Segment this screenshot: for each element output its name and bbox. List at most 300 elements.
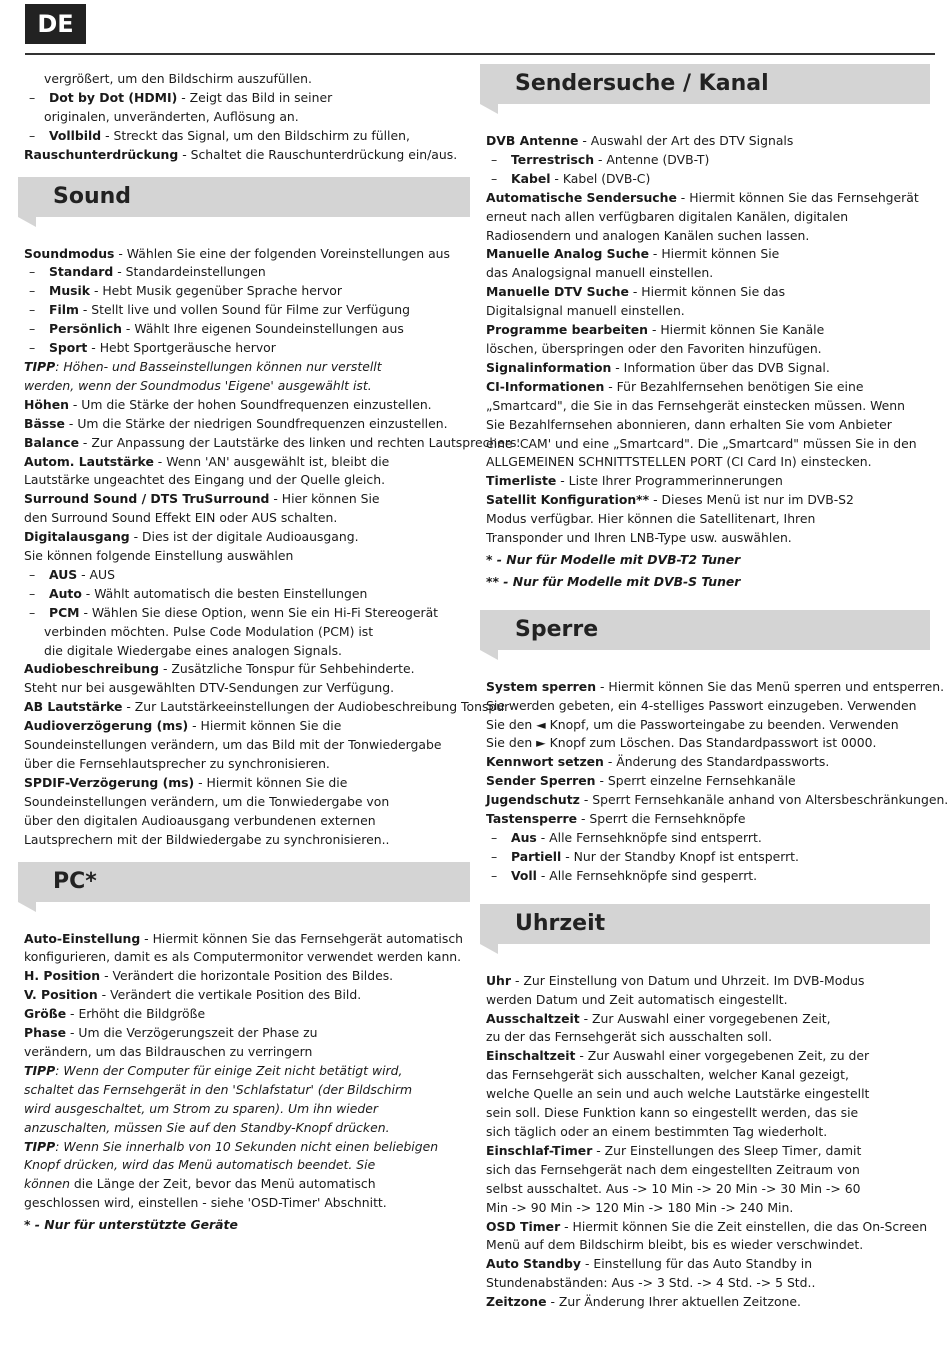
line-text: löschen, überspringen oder den Favoriten hinzufügen. [486,340,822,356]
text-line [24,1175,470,1194]
term-label: Timerliste [486,473,557,489]
term-label: Tastensperre [486,811,578,827]
text-line [486,491,930,510]
term-label: AUS [49,566,78,582]
line-text: - Wählen Sie eine der folgenden Voreinstellungen aus [114,245,450,261]
text-line [24,1119,470,1138]
text-line [486,1161,930,1180]
line-text: - Sperrt einzelne Fernsehkanäle [595,773,796,789]
emphasis-text: * - Nur für unterstützte Geräte [24,1217,238,1233]
line-text: - Dieses Menü ist nur im DVB-S2 [649,492,854,508]
text-line [24,1194,470,1213]
text-line [486,189,930,208]
text-line [486,753,930,772]
term-label: Ausschaltzeit [486,1010,580,1026]
text-line [486,472,930,491]
emphasis-text: können [24,1176,74,1192]
term-label: Satellit Konfiguration** [486,492,650,508]
emphasis-text: werden, wenn der Soundmodus 'Eigene' ausgewählt ist. [24,377,372,393]
term-label: Größe [24,1006,67,1022]
text-line [24,127,470,146]
emphasis-text: : Wenn Sie innerhalb von 10 Sekunden nicht einen beliebigen [55,1138,439,1154]
emphasis-text: Knopf drücken, wird das Menü automatisch beendet. Sie [24,1157,376,1173]
term-label: Partiell [511,848,562,864]
line-text: - Zeigt das Bild in seiner [177,89,333,105]
text-line [486,1274,930,1293]
pc-section-text [18,930,470,1236]
line-text: Transponder und Ihren LNB-Type usw. auswählen. [486,530,792,546]
section-title-uhrzeit: Uhrzeit [515,910,606,936]
text-line [24,566,470,585]
text-line [486,1104,930,1123]
line-text: die Länge der Zeit, bevor das Menü automatisch [73,1176,376,1192]
line-text: „Smartcard", die Sie in das Fernsehgerät einstecken müssen. Wenn [486,397,906,413]
term-label: Auto-Einstellung [24,930,141,946]
text-line [486,791,949,810]
text-line [486,848,930,867]
line-text: - Streckt das Signal, um den Bildschirm zu füllen, [101,127,410,143]
term-label: Aus [511,830,537,845]
line-text: verbinden möchten. Pulse Code Modulation (PCM) ist [44,623,374,639]
line-text: Menü auf dem Bildschirm bleibt, bis es wieder verschwindet. [486,1237,864,1253]
line-text: das Analogsignal manuell einstellen. [486,265,714,281]
line-text: - Für Bezahlfernsehen benötigen Sie eine [604,378,864,394]
text-line [486,1255,930,1274]
line-text: Sie den ► Knopf zum Löschen. Das Standardpasswort ist 0000. [486,735,877,751]
term-label: AB Lautstärke [24,699,123,715]
emphasis-text: wird ausgeschaltet, um Strom zu sparen). Um ihn wieder [24,1100,378,1116]
line-text: - Hiermit können Sie das Fernsehgerät [676,189,919,205]
term-label: Kennwort setzen [486,754,604,770]
line-text: - Wenn 'AN' ausgewählt ist, bleibt die [153,453,390,469]
text-line [24,1138,470,1157]
text-line [486,170,930,189]
text-line [24,1043,470,1062]
text-line [486,810,930,829]
text-line [486,397,930,416]
text-line [486,867,930,886]
text-line [24,1005,470,1024]
line-text: vergrößert, um den Bildschirm auszufüllen. [44,71,312,86]
text-line [486,208,930,227]
line-text: - AUS [77,566,115,582]
term-label: Audiobeschreibung [24,661,159,677]
list-dash: – [29,89,36,105]
term-label: Rauschunterdrückung [24,146,179,162]
text-line [486,416,930,435]
section-title-sperre: Sperre [515,616,599,642]
section-title-sound: Sound [53,183,132,209]
line-text: - Dies ist der digitale Audioausgang. [129,529,359,545]
text-line [486,529,930,548]
line-text: Sie Bezahlfernsehen abonnieren, dann erhalten Sie vom Anbieter [486,416,892,432]
term-label: Sport [49,340,88,356]
term-label: Phase [24,1025,67,1041]
text-line [24,358,470,377]
line-text: Lautstärke ungeachtet des Eingang und der Quelle gleich. [24,472,386,488]
term-label: Kabel [511,170,551,186]
term-label: Einschlaf-Timer [486,1142,593,1158]
term-label: PCM [49,604,80,620]
term-label: DVB Antenne [486,133,579,148]
text-line [486,1066,930,1085]
text-line [24,453,470,472]
text-line [24,642,470,661]
text-line [24,755,470,774]
text-line [486,1010,930,1029]
term-label: Soundmodus [24,245,115,261]
text-line [24,585,470,604]
line-text: - Hebt Musik gegenüber Sprache hervor [90,283,342,299]
line-text: - Kabel (DVB-C) [550,170,651,186]
list-dash: – [29,585,36,601]
line-text: - Alle Fernsehknöpfe sind gesperrt. [536,867,758,883]
text-line [24,623,470,642]
text-line [486,1180,930,1199]
text-line [486,132,930,151]
line-text: Min -> 90 Min -> 120 Min -> 180 Min -> 240 Min. [486,1199,794,1215]
text-line [24,471,470,490]
line-text: - Hiermit können Sie das Fernsehgerät automatisch [140,930,463,946]
text-line [486,302,930,321]
line-text: eine 'CAM' und eine „Smartcard". Die „Smartcard" müssen Sie in den [486,435,917,451]
text-line [24,930,470,949]
text-line [486,1218,930,1237]
term-label: Uhr [486,972,511,988]
text-line [24,490,470,509]
text-line [24,528,470,547]
line-text: - Hiermit können Sie die Zeit einstellen, die das On-Screen [560,1218,928,1234]
term-label: System sperren [486,678,597,694]
line-text: - Erhöht die Bildgröße [66,1006,206,1022]
text-line [24,377,470,396]
line-text: Soundeinstellungen verändern, um die Tonwiedergabe von [24,793,390,809]
text-line [486,829,930,848]
line-text: sein soll. Diese Funktion kann so eingestellt werden, das sie [486,1105,859,1121]
term-label: Digitalausgang [24,529,130,545]
line-text: - Wählt automatisch die besten Einstellungen [81,585,368,601]
emphasis-text: * - Nur für Modelle mit DVB-T2 Tuner [486,551,741,567]
text-line [24,263,470,282]
section-header-uhrzeit [480,904,930,944]
line-text: - Antenne (DVB-T) [594,151,710,167]
text-line [24,339,470,358]
term-label: Auto Standby [486,1256,582,1272]
text-line [486,359,930,378]
list-dash: – [491,848,498,864]
text-line [24,831,470,850]
emphasis-text: anzuschalten, müssen Sie auf den Standby-Knopf drücken. [24,1119,390,1135]
sound-section-text [18,245,521,850]
term-label: Einschaltzeit [486,1048,576,1064]
line-text: - Hebt Sportgeräusche hervor [87,340,276,356]
header-rule [25,53,935,55]
line-text: - Zur Anpassung der Lautstärke des linken und rechten Lautsprechers. [78,434,521,450]
text-line [24,736,470,755]
line-text: Sie können folgende Einstellung auswählen [24,548,294,564]
term-label: Bässe [24,415,65,431]
text-line [24,1216,470,1235]
text-line [24,948,470,967]
term-label: Sender Sperren [486,773,596,789]
line-text: werden Datum und Zeit automatisch eingestellt. [486,991,788,1007]
line-text: - Zur Einstellung von Datum und Uhrzeit. Im DVB-Modus [511,972,865,988]
text-line [486,435,930,454]
line-text: sich das Fernsehgerät nach dem eingestellten Zeitraum von [486,1161,860,1177]
text-line [24,793,470,812]
line-text: - Verändert die horizontale Position des Bildes. [100,968,394,984]
text-line [486,678,945,697]
list-dash: – [29,566,36,582]
text-line [24,698,510,717]
text-line [486,321,930,340]
line-text: - Zur Auswahl einer vorgegebenen Zeit, zu der [575,1048,870,1064]
term-label: Dot by Dot (HDMI) [49,89,178,105]
text-line [486,991,930,1010]
line-text: - Hiermit können Sie das [628,284,786,300]
line-text: - Sperrt die Fernsehknöpfe [577,811,746,827]
line-text: Radiosendern und analogen Kanälen suchen lassen. [486,227,810,243]
text-line [24,301,470,320]
line-text: - Wählen Sie diese Option, wenn Sie ein Hi-Fi Stereogerät [79,604,439,620]
list-dash: – [29,283,36,299]
line-text: - Sperrt Fernsehkanäle anhand von Altersbeschränkungen. [579,792,949,808]
line-text: Lautsprechern mit der Bildwiedergabe zu synchronisieren.. [24,831,390,847]
text-line [24,1081,470,1100]
line-text: geschlossen wird, einstellen - siehe 'OSD-Timer' Abschnitt. [24,1195,387,1211]
term-label: Autom. Lautstärke [24,453,154,469]
line-text: - Nur der Standby Knopf ist entsperrt. [561,848,799,864]
text-line [486,1293,930,1312]
list-dash: – [29,264,36,280]
text-line [24,1156,470,1175]
text-line [24,70,470,89]
text-line [486,697,930,716]
term-label: Signalinformation [486,359,612,375]
text-line [24,89,470,108]
text-line [486,772,930,791]
line-text: - Zur Änderung Ihrer aktuellen Zeitzone. [546,1294,801,1310]
emphasis-text: schaltet das Fernsehgerät in den 'Schlafstatur' (der Bildschirm [24,1081,413,1097]
term-label: H. Position [24,968,101,984]
line-text: - Hier können Sie [269,491,380,507]
line-text: Sie werden gebeten, ein 4-stelliges Passwort einzugeben. Verwenden [486,697,917,713]
text-line [486,151,930,170]
text-line [486,510,930,529]
term-label: Standard [49,264,114,280]
line-text: - Hiermit können Sie [648,246,780,262]
term-label: Auto [49,585,82,601]
line-text: über die Fernsehlautsprecher zu synchronisieren. [24,756,330,771]
line-text: - Auswahl der Art des DTV Signals [578,133,794,148]
text-line [486,1047,930,1066]
line-text: selbst ausschaltet. Aus -> 10 Min -> 20 Min -> 30 Min -> 60 [486,1180,861,1196]
line-text: die digitale Wiedergabe eines analogen Signals. [44,642,342,658]
term-label: SPDIF-Verzögerung (ms) [24,774,195,790]
line-text: - Zur Auswahl einer vorgegebenen Zeit, [579,1010,831,1026]
text-line [24,434,521,453]
line-text: welche Quelle an sein und auch welche Lautstärke eingestellt [486,1086,870,1102]
term-label: Balance [24,434,79,450]
list-dash: – [29,321,36,337]
intro-text [18,70,470,165]
list-dash: – [29,302,36,318]
text-line [24,967,470,986]
uhrzeit-section-text [480,972,930,1312]
line-text: Soundeinstellungen verändern, um das Bild mit der Tonwiedergabe [24,737,442,753]
term-label: CI-Informationen [486,378,605,394]
text-line [24,774,470,793]
language-badge: DE [25,4,86,44]
section-title-pc: PC* [53,868,97,894]
emphasis-text: TIPP [24,1138,56,1154]
text-line [486,1085,930,1104]
term-label: Automatische Sendersuche [486,189,677,205]
text-line [24,986,470,1005]
line-text: - Hiermit können Sie das Menü sperren und entsperren. [596,678,945,694]
line-text: den Surround Sound Effekt EIN oder AUS schalten. [24,510,338,526]
term-label: Film [49,302,79,318]
text-line [24,146,470,165]
section-title-sendersuche: Sendersuche / Kanal [515,71,769,96]
text-line [486,378,930,397]
right-column [480,64,949,1312]
line-text: - Schaltet die Rauschunterdrückung ein/aus. [178,146,458,162]
line-text: - Hiermit können Sie die [194,774,348,790]
term-label: Manuelle Analog Suche [486,246,649,262]
list-dash: – [491,170,498,186]
line-text: das Fernsehgerät sich ausschalten, welcher Kanal gezeigt, [486,1067,849,1083]
text-line [24,396,470,415]
text-line [24,660,470,679]
text-line [24,547,470,566]
text-line [486,283,930,302]
list-dash: – [29,340,36,356]
list-dash: – [491,867,498,883]
line-text: originalen, unveränderten, Auflösung an. [44,108,299,124]
line-text: - Stellt live und vollen Sound für Filme zur Verfügung [78,302,410,318]
term-label: Vollbild [49,127,102,143]
section-header-sperre [480,610,930,650]
text-line [486,1236,930,1255]
text-line [486,1028,930,1047]
text-line [24,245,470,264]
term-label: OSD Timer [486,1218,561,1234]
text-line [486,972,930,991]
term-label: Musik [49,283,91,299]
line-text: - Alle Fernsehknöpfe sind entsperrt. [536,830,762,845]
text-line [486,734,930,753]
text-line [486,716,930,735]
line-text: Modus verfügbar. Hier können die Satellitenart, Ihren [486,511,816,527]
emphasis-text: : Wenn der Computer für einige Zeit nicht betätigt wird, [55,1062,403,1078]
line-text: Digitalsignal manuell einstellen. [486,303,685,319]
list-dash: – [29,127,36,143]
emphasis-text: ** - Nur für Modelle mit DVB-S Tuner [486,573,741,589]
text-line [24,717,470,736]
line-text: - Standardeinstellungen [113,264,266,280]
line-text: Steht nur bei ausgewählten DTV-Sendungen zur Verfügung. [24,680,395,696]
term-label: Surround Sound / DTS TruSurround [24,491,270,507]
text-line [24,604,470,623]
section-header-pc [18,862,470,902]
text-line [24,1024,470,1043]
text-line [486,1142,930,1161]
text-line [24,1100,470,1119]
text-line [486,264,930,283]
text-line [24,320,470,339]
term-label: Jugendschutz [486,792,580,808]
text-line [486,1199,930,1218]
line-text: - Einstellung für das Auto Standby in [581,1256,813,1272]
line-text: - Um die Stärke der hohen Soundfrequenzen einzustellen. [68,396,432,412]
line-text: - Zur Einstellungen des Sleep Timer, damit [592,1142,862,1158]
term-label: Audioverzögerung (ms) [24,718,189,734]
line-text: Stundenabständen: Aus -> 3 Std. -> 4 Std. -> 5 Std.. [486,1275,816,1291]
line-text: konfigurieren, damit es als Computermonitor verwendet werden kann. [24,949,462,965]
line-text: - Zur Lautstärkeeinstellungen der Audiobeschreibung Tonspur [122,699,510,715]
text-line [486,340,930,359]
list-dash: – [29,604,36,620]
text-line [486,1123,930,1142]
line-text: - Zusätzliche Tonspur für Sehbehinderte. [159,661,415,677]
line-text: verändern, um das Bildrauschen zu verringern [24,1043,313,1059]
text-line [486,227,930,246]
section-header-sound [18,177,470,217]
sperre-section-text [480,678,949,886]
text-line [24,812,470,831]
line-text: - Information über das DVB Signal. [611,359,830,375]
line-text: über den digitalen Audioausgang verbundenen externen [24,812,376,828]
line-text: zu der das Fernsehgerät sich ausschalten soll. [486,1029,773,1045]
line-text: - Wählt Ihre eigenen Soundeinstellungen aus [121,321,404,337]
section-header-sendersuche [480,64,930,104]
text-line [24,108,470,127]
line-text: erneut nach allen verfügbaren digitalen Kanälen, digitalen [486,208,849,224]
emphasis-text: TIPP [24,358,56,374]
text-line [486,453,930,472]
text-line [24,415,470,434]
line-text: - Um die Verzögerungszeit der Phase zu [66,1025,318,1041]
text-line [486,573,930,592]
emphasis-text: : Höhen- und Basseinstellungen können nur verstellt [55,358,382,374]
line-text: - Hiermit können Sie die [188,718,342,734]
term-label: Programme bearbeiten [486,322,648,338]
text-line [486,245,930,264]
term-label: Manuelle DTV Suche [486,284,629,300]
term-label: Terrestrisch [511,151,595,167]
line-text: - Um die Stärke der niedrigen Soundfrequenzen einzustellen. [64,415,448,431]
line-text: Sie den ◄ Knopf, um die Passworteingabe zu beenden. Verwenden [486,716,899,732]
line-text: - Hiermit können Sie Kanäle [648,322,825,338]
sendersuche-section-text [480,132,930,592]
term-label: Voll [511,867,537,883]
text-line [486,551,930,570]
line-text: sich täglich oder an einem bestimmten Tag wiederholt. [486,1123,828,1139]
text-line [24,1062,470,1081]
term-label: V. Position [24,987,98,1003]
line-text: - Verändert die vertikale Position des Bild. [97,987,362,1003]
line-text: ALLGEMEINEN SCHNITTSTELLEN PORT (CI Card In) einstecken. [486,454,872,470]
line-text: - Liste Ihrer Programmerinnerungen [556,473,783,489]
term-label: Zeitzone [486,1294,547,1310]
term-label: Höhen [24,396,69,412]
line-text: - Änderung des Standardpassworts. [603,754,830,770]
list-dash: – [491,151,498,167]
emphasis-text: TIPP [24,1062,56,1078]
term-label: Persönlich [49,321,122,337]
text-line [24,509,470,528]
